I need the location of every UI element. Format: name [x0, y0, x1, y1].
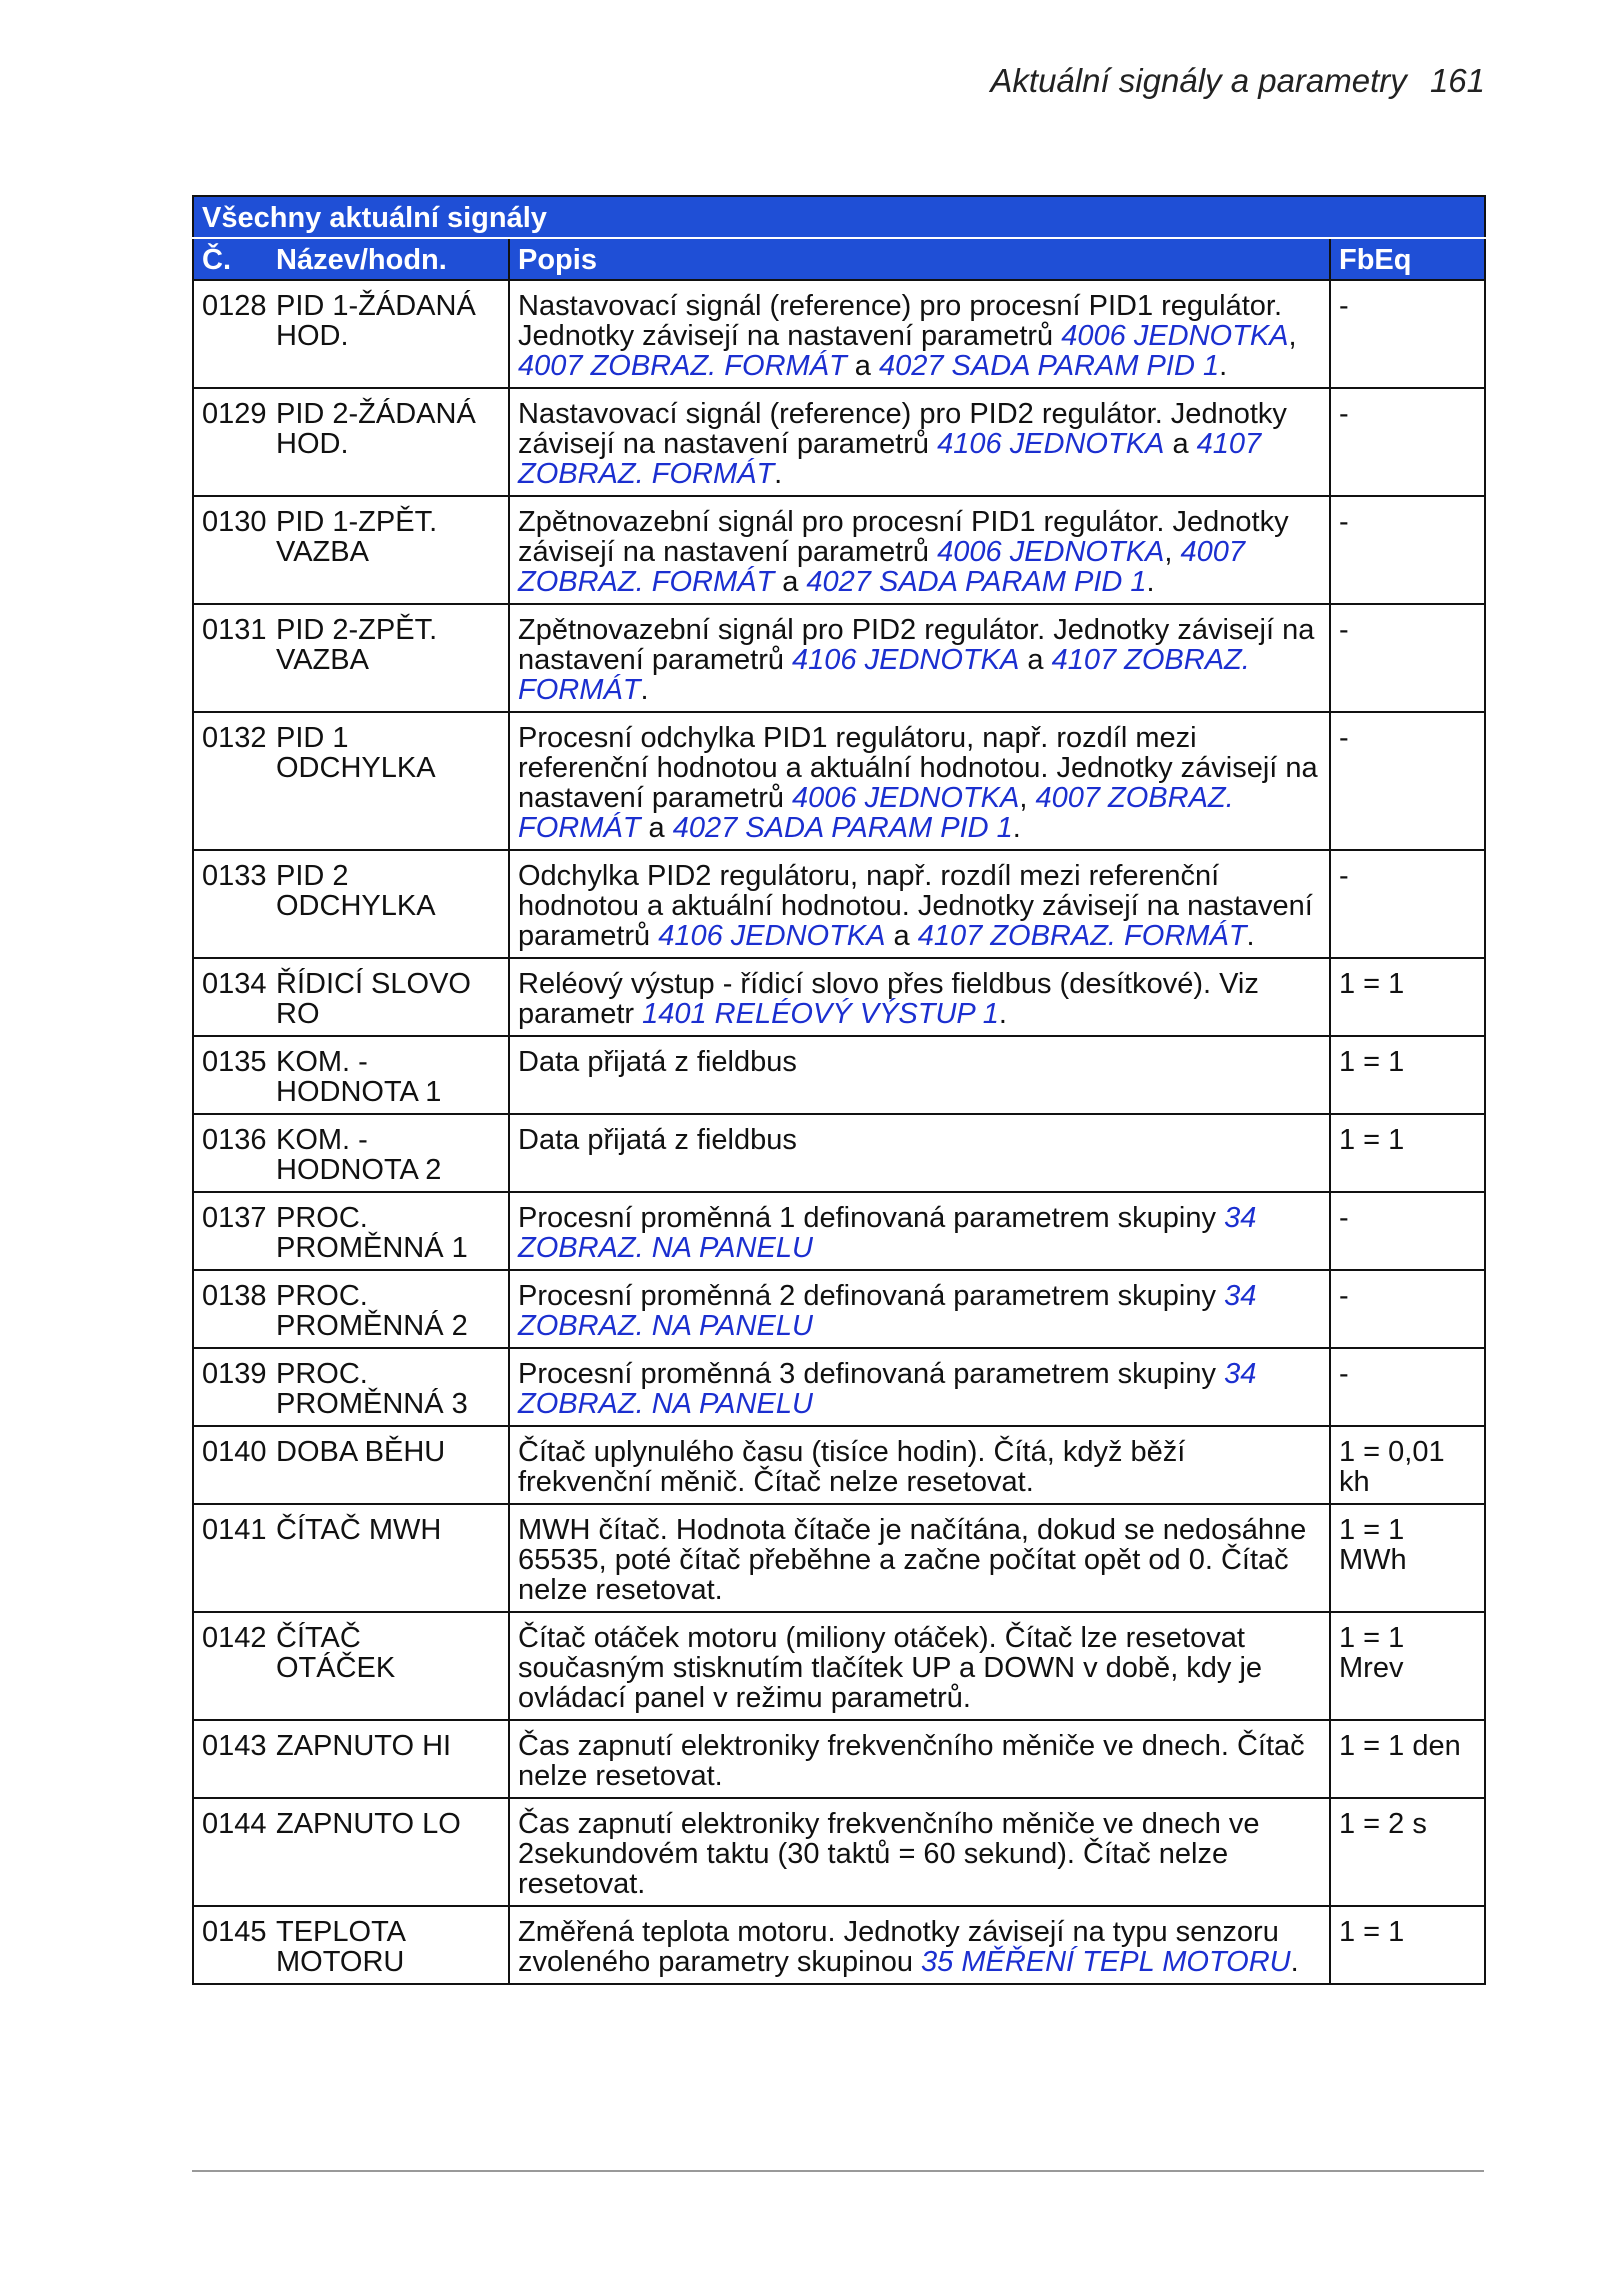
table-row	[193, 1426, 1485, 1504]
signal-fbeq: 1 = 2 s	[1330, 1798, 1485, 1906]
signal-fbeq: -	[1330, 280, 1485, 388]
signal-fbeq: 1 = 1	[1330, 1114, 1485, 1192]
table-header-row	[193, 238, 1485, 280]
cell-no-name	[193, 1720, 509, 1798]
signal-fbeq: -	[1330, 1192, 1485, 1270]
page-header	[990, 62, 1485, 100]
parameter-link[interactable]: 4007 ZOBRAZ. FORMÁT	[518, 782, 1234, 844]
signal-fbeq: -	[1330, 1270, 1485, 1348]
cell-no-name	[193, 1612, 509, 1720]
parameter-link[interactable]: 4027 SADA PARAM PID 1	[878, 350, 1220, 382]
description-text: Zpětnovazební signál pro procesní PID1 regulátor. Jednotky závisejí na nastavení parametrů	[518, 506, 1289, 568]
signal-name: PROC. PROMĚNNÁ 1	[276, 1202, 468, 1264]
table-row	[193, 280, 1485, 388]
description-text: Procesní proměnná 1 definovaná parametrem skupiny	[518, 1202, 1225, 1234]
description-text: Odchylka PID2 regulátoru, např. rozdíl mezi referenční hodnotou a aktuální hodnotou. Jednotky závisejí na nastavení parametrů	[518, 860, 1313, 952]
cell-no-name	[193, 604, 509, 712]
table-row	[193, 388, 1485, 496]
description-text: a	[846, 350, 879, 382]
description-text: .	[774, 458, 783, 490]
signal-name: PROC. PROMĚNNÁ 3	[276, 1358, 468, 1420]
description-text: .	[1219, 350, 1228, 382]
table-row	[193, 850, 1485, 958]
parameter-link[interactable]: 34 ZOBRAZ. NA PANELU	[518, 1202, 1257, 1264]
cell-no-name	[193, 850, 509, 958]
signal-number: 0135	[202, 1046, 267, 1078]
cell-no-name	[193, 280, 509, 388]
table-title-row	[193, 196, 1485, 238]
description-text: .	[1146, 566, 1155, 598]
signal-fbeq: -	[1330, 850, 1485, 958]
cell-no-name	[193, 1270, 509, 1348]
signal-number: 0138	[202, 1280, 267, 1312]
signal-description	[509, 1192, 1330, 1270]
signal-description	[509, 1348, 1330, 1426]
signal-number: 0131	[202, 614, 267, 646]
signal-fbeq: 1 = 1	[1330, 1906, 1485, 1984]
signal-description	[509, 1504, 1330, 1612]
description-text: .	[998, 998, 1007, 1030]
signal-name: ČÍTAČ MWH	[276, 1514, 442, 1546]
signal-name: TEPLOTA MOTORU	[276, 1916, 405, 1978]
description-text: a	[1164, 428, 1197, 460]
description-text: ,	[1288, 320, 1297, 352]
cell-no-name	[193, 1348, 509, 1426]
parameter-link[interactable]: 34 ZOBRAZ. NA PANELU	[518, 1358, 1257, 1420]
description-text: a	[885, 920, 918, 952]
table-row	[193, 1906, 1485, 1984]
signal-name: PID 2-ZPĚT. VAZBA	[276, 614, 438, 676]
description-text: .	[640, 674, 649, 706]
table-row	[193, 712, 1485, 850]
signal-number: 0142	[202, 1622, 267, 1654]
parameter-link[interactable]: 4106 JEDNOTKA	[792, 644, 1020, 676]
parameter-link[interactable]: 4027 SADA PARAM PID 1	[672, 812, 1013, 844]
signal-description	[509, 712, 1330, 850]
description-text: ,	[1164, 536, 1181, 568]
signal-name: ŘÍDICÍ SLOVO RO	[276, 968, 471, 1030]
table-row	[193, 958, 1485, 1036]
signal-fbeq: -	[1330, 1348, 1485, 1426]
signal-fbeq: 1 = 1	[1330, 1036, 1485, 1114]
parameter-link[interactable]: 35 MĚŘENÍ TEPL MOTORU	[921, 1946, 1291, 1978]
signal-number: 0141	[202, 1514, 267, 1546]
signal-number: 0133	[202, 860, 267, 892]
cell-no-name	[193, 1426, 509, 1504]
actual-signals-table	[192, 195, 1486, 1985]
cell-no-name	[193, 388, 509, 496]
signal-name: PID 1 ODCHYLKA	[276, 722, 436, 784]
column-header-description: Popis	[509, 238, 1330, 280]
description-text: Data přijatá z fieldbus	[518, 1046, 797, 1078]
signal-fbeq: -	[1330, 388, 1485, 496]
signal-number: 0139	[202, 1358, 267, 1390]
description-text: ,	[1019, 782, 1036, 814]
description-text: .	[1012, 812, 1021, 844]
description-text: Reléový výstup - řídicí slovo přes fieldbus (desítkové). Viz parametr	[518, 968, 1259, 1030]
signal-name: KOM. - HODNOTA 2	[276, 1124, 442, 1186]
signal-number: 0134	[202, 968, 267, 1000]
cell-no-name	[193, 496, 509, 604]
signal-description	[509, 1798, 1330, 1906]
description-text: Čas zapnutí elektroniky frekvenčního měniče ve dnech. Čítač nelze resetovat.	[518, 1730, 1305, 1792]
signal-number: 0145	[202, 1916, 267, 1948]
table-row	[193, 1270, 1485, 1348]
cell-no-name	[193, 1114, 509, 1192]
description-text: MWH čítač. Hodnota čítače je načítána, dokud se nedosáhne 65535, poté čítač přeběhne a začne počítat opět od 0. Čítač nelze resetovat.	[518, 1514, 1307, 1606]
signal-description	[509, 1270, 1330, 1348]
signal-number: 0143	[202, 1730, 267, 1762]
table-row	[193, 1612, 1485, 1720]
parameter-link[interactable]: 34 ZOBRAZ. NA PANELU	[518, 1280, 1257, 1342]
signal-number: 0129	[202, 398, 267, 430]
description-text: Nastavovací signál (reference) pro PID2 regulátor. Jednotky závisejí na nastavení parametrů	[518, 398, 1287, 460]
table-row	[193, 1348, 1485, 1426]
cell-no-name	[193, 1192, 509, 1270]
signal-description	[509, 1612, 1330, 1720]
description-text: Čas zapnutí elektroniky frekvenčního měniče ve dnech ve 2sekundovém taktu (30 taktů = 60 sekund). Čítač nelze resetovat.	[518, 1808, 1260, 1900]
cell-no-name	[193, 958, 509, 1036]
table-row	[193, 1114, 1485, 1192]
signal-number: 0137	[202, 1202, 267, 1234]
parameter-link[interactable]: 4107 ZOBRAZ. FORMÁT	[518, 428, 1262, 490]
signal-name: PID 1-ZPĚT. VAZBA	[276, 506, 438, 568]
signal-description	[509, 850, 1330, 958]
parameter-link[interactable]: 4107 ZOBRAZ. FORMÁT	[917, 920, 1247, 952]
description-text: a	[1019, 644, 1052, 676]
signal-fbeq: 1 = 1 Mrev	[1330, 1612, 1485, 1720]
parameter-link[interactable]: 4006 JEDNOTKA	[792, 782, 1020, 814]
table-row	[193, 496, 1485, 604]
description-text: Změřená teplota motoru. Jednotky závisejí na typu senzoru zvoleného parametry skupinou	[518, 1916, 1279, 1978]
description-text: a	[640, 812, 673, 844]
signal-description	[509, 1036, 1330, 1114]
signal-description	[509, 604, 1330, 712]
signal-number: 0130	[202, 506, 267, 538]
cell-no-name	[193, 1798, 509, 1906]
parameter-link[interactable]: 4007 ZOBRAZ. FORMÁT	[518, 536, 1246, 598]
header-no-name	[193, 238, 509, 280]
table-row	[193, 1192, 1485, 1270]
parameter-link[interactable]: 4006 JEDNOTKA	[937, 536, 1165, 568]
table-row	[193, 1036, 1485, 1114]
signal-number: 0136	[202, 1124, 267, 1156]
signal-fbeq: 1 = 1 MWh	[1330, 1504, 1485, 1612]
signal-name: PROC. PROMĚNNÁ 2	[276, 1280, 468, 1342]
signal-fbeq: -	[1330, 712, 1485, 850]
description-text: Procesní proměnná 3 definovaná parametrem skupiny	[518, 1358, 1225, 1390]
signal-name: DOBA BĚHU	[276, 1436, 446, 1468]
description-text: .	[1290, 1946, 1299, 1978]
cell-no-name	[193, 1906, 509, 1984]
signal-name: ČÍTAČ OTÁČEK	[276, 1622, 396, 1684]
signal-number: 0140	[202, 1436, 267, 1468]
description-text: Čítač otáček motoru (miliony otáček). Čítač lze resetovat současným stisknutím tlačítek UP a DOWN v době, kdy je ovládací panel v režimu parametrů.	[518, 1622, 1263, 1714]
description-text: Zpětnovazební signál pro PID2 regulátor. Jednotky závisejí na nastavení parametrů	[518, 614, 1315, 676]
column-header-name: Název/hodn.	[276, 244, 447, 276]
description-text: Procesní odchylka PID1 regulátoru, např. rozdíl mezi referenční hodnotou a aktuální hodnotou. Jednotky závisejí na nastavení parametrů	[518, 722, 1318, 814]
signal-description	[509, 1720, 1330, 1798]
signal-name: PID 2-ŽÁDANÁ HOD.	[276, 398, 476, 460]
table-row	[193, 1798, 1485, 1906]
signal-name: PID 1-ŽÁDANÁ HOD.	[276, 290, 476, 352]
table-row	[193, 1720, 1485, 1798]
description-text: Nastavovací signál (reference) pro procesní PID1 regulátor. Jednotky závisejí na nastavení parametrů	[518, 290, 1283, 352]
parameter-link[interactable]: 1401 RELÉOVÝ VÝSTUP 1	[642, 998, 999, 1030]
signal-number: 0128	[202, 290, 267, 322]
description-text: Data přijatá z fieldbus	[518, 1124, 797, 1156]
parameter-link[interactable]: 4106 JEDNOTKA	[658, 920, 886, 952]
page-header-title: Aktuální signály a parametry	[990, 62, 1407, 99]
parameter-link[interactable]: 4107 ZOBRAZ. FORMÁT	[518, 644, 1250, 706]
table-title: Všechny aktuální signály	[193, 196, 1485, 238]
signal-fbeq: -	[1330, 604, 1485, 712]
column-header-no: Č.	[202, 244, 231, 276]
signal-description	[509, 496, 1330, 604]
signal-number: 0144	[202, 1808, 267, 1840]
parameter-link[interactable]: 4106 JEDNOTKA	[937, 428, 1165, 460]
table-row	[193, 1504, 1485, 1612]
description-text: .	[1246, 920, 1255, 952]
signal-description	[509, 388, 1330, 496]
description-text: a	[774, 566, 807, 598]
page-number: 161	[1429, 62, 1485, 99]
parameter-link[interactable]: 4007 ZOBRAZ. FORMÁT	[518, 350, 847, 382]
signal-fbeq: 1 = 1	[1330, 958, 1485, 1036]
signal-description	[509, 958, 1330, 1036]
signal-fbeq: -	[1330, 496, 1485, 604]
signal-description	[509, 1114, 1330, 1192]
signal-description	[509, 1426, 1330, 1504]
cell-no-name	[193, 1036, 509, 1114]
signal-description	[509, 280, 1330, 388]
signal-name: ZAPNUTO HI	[276, 1730, 452, 1762]
cell-no-name	[193, 1504, 509, 1612]
column-header-fbeq: FbEq	[1330, 238, 1485, 280]
parameter-link[interactable]: 4027 SADA PARAM PID 1	[806, 566, 1147, 598]
signal-name: ZAPNUTO LO	[276, 1808, 461, 1840]
signal-fbeq: 1 = 1 den	[1330, 1720, 1485, 1798]
parameter-link[interactable]: 4006 JEDNOTKA	[1061, 320, 1289, 352]
description-text: Čítač uplynulého času (tisíce hodin). Čítá, když běží frekvenční měnič. Čítač nelze resetovat.	[518, 1436, 1186, 1498]
cell-no-name	[193, 712, 509, 850]
signal-name: KOM. - HODNOTA 1	[276, 1046, 442, 1108]
table-row	[193, 604, 1485, 712]
signal-name: PID 2 ODCHYLKA	[276, 860, 436, 922]
signal-description	[509, 1906, 1330, 1984]
footer-divider	[192, 2170, 1484, 2172]
signal-fbeq: 1 = 0,01 kh	[1330, 1426, 1485, 1504]
signal-number: 0132	[202, 722, 267, 754]
description-text: Procesní proměnná 2 definovaná parametrem skupiny	[518, 1280, 1225, 1312]
